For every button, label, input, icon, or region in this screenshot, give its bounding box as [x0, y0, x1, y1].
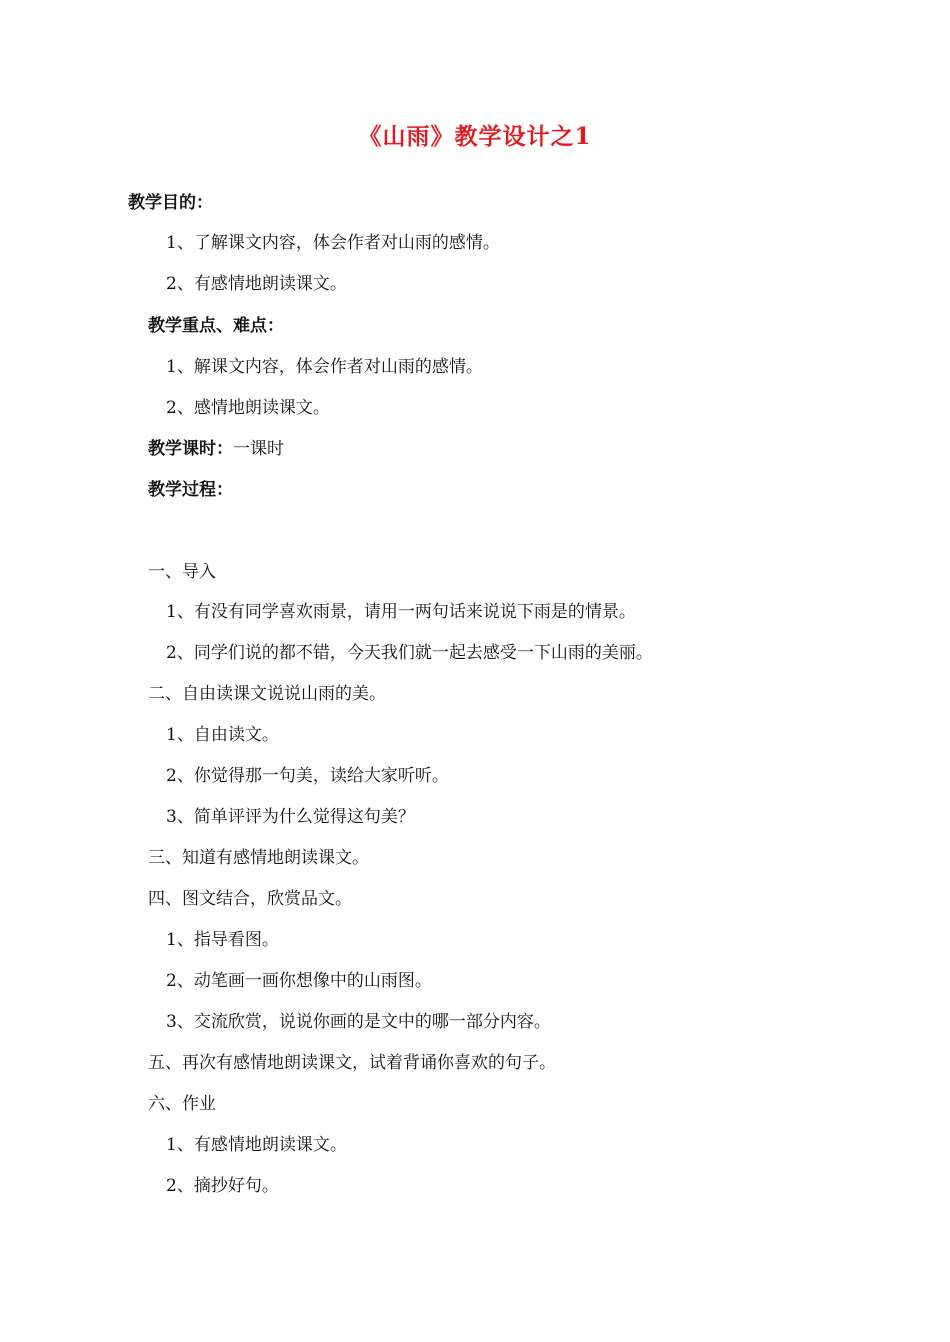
- document-title: 《山雨》教学设计之1: [358, 123, 592, 150]
- process-section-label: 四、图文结合，欣赏品文。: [148, 889, 352, 909]
- hours-heading: 教学课时：: [148, 439, 233, 459]
- objective-item: 1、了解课文内容，体会作者对山雨的感情。: [166, 233, 500, 253]
- objective-item: 2、有感情地朗读课文。: [166, 274, 347, 294]
- process-section-label: 六、作业: [148, 1094, 216, 1114]
- process-step: 2、摘抄好句。: [166, 1176, 279, 1196]
- key-point-item: 1、解课文内容，体会作者对山雨的感情。: [166, 357, 483, 377]
- key-point-item: 2、感情地朗读课文。: [166, 398, 330, 418]
- process-heading: 教学过程：: [148, 480, 233, 500]
- process-step: 2、你觉得那一句美，读给大家听听。: [166, 766, 449, 786]
- process-step: 1、有感情地朗读课文。: [166, 1135, 347, 1155]
- process-step: 1、指导看图。: [166, 930, 279, 950]
- process-step: 3、交流欣赏，说说你画的是文中的哪一部分内容。: [166, 1012, 551, 1032]
- process-section-label: 二、自由读课文说说山雨的美。: [148, 684, 386, 704]
- objectives-heading: 教学目的：: [128, 193, 213, 213]
- hours-line: [148, 437, 284, 461]
- process-section-label: 一、导入: [148, 562, 216, 582]
- process-step: 2、同学们说的都不错，今天我们就一起去感受一下山雨的美丽。: [166, 643, 653, 663]
- hours-value: 一课时: [233, 439, 284, 459]
- process-step: 3、简单评评为什么觉得这句美？: [166, 807, 415, 827]
- key-points-heading: 教学重点、难点：: [148, 316, 284, 336]
- process-section-label: 三、知道有感情地朗读课文。: [148, 848, 369, 868]
- process-step: 1、自由读文。: [166, 725, 279, 745]
- process-step: 2、动笔画一画你想像中的山雨图。: [166, 971, 432, 991]
- process-step: 1、有没有同学喜欢雨景，请用一两句话来说说下雨是的情景。: [166, 602, 636, 622]
- process-section-label: 五、再次有感情地朗读课文，试着背诵你喜欢的句子。: [148, 1053, 556, 1073]
